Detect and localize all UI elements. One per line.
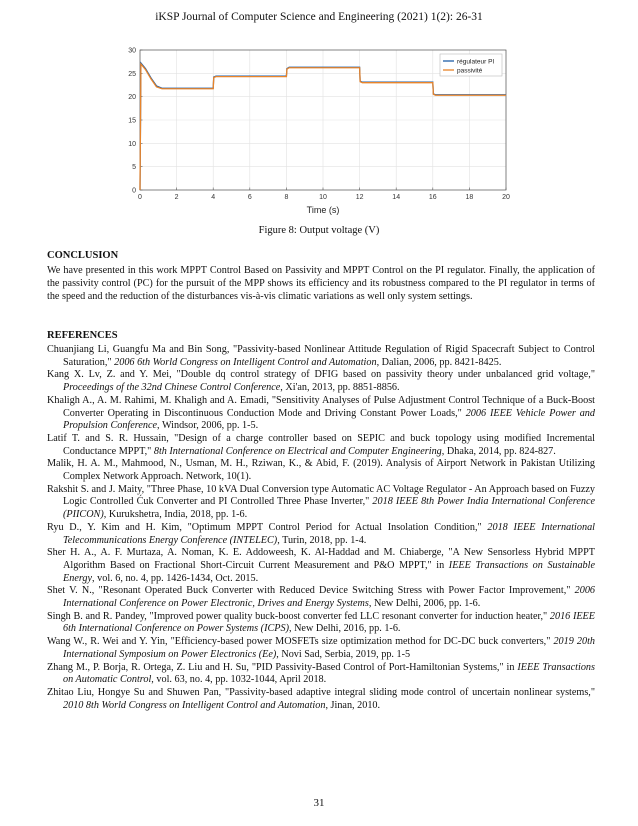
x-tick-label: 14: [392, 194, 401, 201]
reference-venue: 2018 IEEE International Telecommunications Energy Conference (INTELEC): [63, 521, 596, 546]
reference-text: Latif T. and S. R. Hussain, "Design of a charge controller based on SEPIC and buck topology using modified Incremental Conductance MPPT,": [47, 432, 595, 457]
reference-venue: 2010 8th World Congress on Intelligent Control and Automation: [63, 699, 326, 711]
reference-venue: 8th International Conference on Electrical and Computer Engineering: [153, 445, 442, 457]
reference-details: , vol. 6, no. 4, pp. 1426-1434, Oct. 2015.: [92, 572, 259, 584]
reference-text: Rakshit S. and J. Maity, "Three Phase, 10 kVA Dual Conversion type Automatic AC Voltage Regulator - An Approach based on Fuzzy Logic Controlled Ćuk Converter and PI Controlled Three Phase Inverter,": [47, 483, 595, 508]
reference-venue: Proceedings of the 32nd Chinese Control Conference: [63, 382, 281, 394]
x-tick-label: 12: [355, 194, 364, 201]
x-tick-label: 4: [211, 194, 216, 201]
reference-venue: IEEE Transactions on Automatic Control: [63, 661, 595, 686]
page-number: 31: [313, 797, 325, 809]
reference-details: , vol. 63, no. 4, pp. 1032-1044, April 2018.: [151, 674, 327, 686]
conclusion-heading: CONCLUSION: [47, 250, 119, 261]
x-tick-label: 18: [465, 194, 474, 201]
reference-details: , Jinan, 2010.: [325, 699, 381, 711]
reference-text: Khaligh A., A. M. Rahimi, M. Khaligh and A. Emadi, "Sensitivity Analyses of Pulse Adjustment Control Technique of a Buck-Boost Converter Operating in Discontinuous Conduction Mode and Driving Constant Power Loads,": [47, 394, 595, 419]
x-tick-label: 16: [428, 194, 437, 201]
reference-details: , Dhaka, 2014, pp. 824-827.: [441, 445, 556, 457]
y-tick-label: 15: [128, 117, 136, 125]
figure-caption: Figure 8: Output voltage (V): [258, 225, 380, 236]
reference-item: [47, 611, 595, 636]
reference-venue: 2019 20th International Symposium on Power Electronics (Ee): [63, 636, 595, 660]
x-tick-label: 8: [284, 194, 289, 201]
reference-details: , Novi Sad, Serbia, 2019, pp. 1-5: [276, 648, 411, 660]
reference-text: Shet V. N., "Resonant Operated Buck Converter with Reduced Device Switching Stress with Power Factor Improvement,": [47, 585, 575, 597]
y-tick-label: 5: [132, 164, 136, 172]
reference-text: Zhang M., P. Borja, R. Ortega, Z. Liu and H. Su, "PID Passivity-Based Control of Port-Hamiltonian Systems," in: [47, 661, 518, 673]
reference-details: , Windsor, 2006, pp. 1-5.: [157, 420, 259, 432]
reference-text: Wang W., R. Wei and Y. Yin, "Efficiency-based power MOSFETs size optimization method for DC-DC buck converters,": [47, 636, 554, 648]
x-tick-label: 2: [174, 194, 179, 201]
reference-text: Zhitao Liu, Hongye Su and Shuwen Pan, "Passivity-based adaptive integral sliding mode control of uncertain nonlinear systems,": [47, 686, 595, 698]
reference-venue: 2006 International Conference on Power Electronic, Drives and Energy Systems: [63, 585, 595, 610]
x-tick-label: 6: [247, 194, 252, 201]
output-voltage-chart: [118, 40, 518, 220]
reference-text: Singh B. and R. Pandey, "Improved power quality buck-boost converter fed LLC resonant converter for induction heater,": [47, 610, 550, 622]
reference-item: [47, 547, 595, 585]
reference-details: , Kurukshetra, India, 2018, pp. 1-6.: [103, 509, 248, 521]
reference-item: [47, 484, 595, 522]
reference-item: [47, 344, 595, 369]
reference-text: Malik, H. A. M., Mahmood, N., Usman, M. H., Rziwan, K., & Abid, F. (2019). Analysis of Airport Network in Pakistan Utilizing Complex Network Approach. Network, 10(1).: [47, 458, 595, 483]
reference-item: [47, 433, 595, 458]
reference-list: [47, 344, 595, 712]
references-heading: REFERENCES: [47, 330, 118, 341]
y-tick-label: 10: [128, 140, 136, 148]
reference-details: , New Delhi, 2016, pp. 1-6.: [288, 623, 401, 635]
reference-item: [47, 522, 595, 547]
y-tick-label: 0: [132, 187, 136, 195]
legend-label: passivité: [457, 67, 483, 75]
reference-details: , Xi'an, 2013, pp. 8851-8856.: [280, 382, 400, 394]
reference-venue: 2018 IEEE 8th Power India International Conference (PIICON): [63, 496, 595, 521]
y-tick-label: 30: [128, 47, 136, 55]
conclusion-body: We have presented in this work MPPT Control Based on Passivity and MPPT Control on the PI regulator. Finally, the application of the passivity control (PC) for the pursuit of the MPP shows its efficiency and its robustness compared to the PI regulator in terms of the speed and the reduction of the disturbances vis-à-vis climatic variations as well only system settings.: [47, 265, 595, 302]
reference-text: Sher H. A., A. F. Murtaza, A. Noman, K. E. Addoweesh, K. Al-Haddad and M. Chiaberge, "A New Sensorless Hybrid MPPT Algorithm Based on Fractional Short-Circuit Current Measurement and P&O MPPT," in: [47, 547, 595, 571]
reference-details: , Dalian, 2006, pp. 8421-8425.: [376, 356, 502, 368]
reference-venue: 2006 IEEE Vehicle Power and Propulsion Conference: [63, 407, 595, 432]
reference-text: Ryu D., Y. Kim and H. Kim, "Optimum MPPT Control Period for Actual Insolation Condition,": [47, 521, 488, 533]
reference-item: [47, 687, 595, 712]
reference-item: [47, 585, 595, 610]
x-tick-label: 0: [138, 194, 142, 201]
journal-header: iKSP Journal of Computer Science and Engineering (2021) 1(2): 26-31: [155, 11, 483, 23]
x-axis-label: Time (s): [306, 205, 340, 215]
reference-details: , New Delhi, 2006, pp. 1-6.: [368, 598, 481, 610]
reference-item: [47, 636, 595, 661]
y-tick-label: 25: [128, 70, 136, 78]
reference-text: Kang X. Lv, Z. and Y. Mei, "Double dq control strategy of DFIG based on passivity theory under unbalanced grid voltage,": [47, 369, 595, 381]
x-tick-label: 10: [319, 194, 327, 201]
reference-item: [47, 369, 595, 394]
reference-details: , Turin, 2018, pp. 1-4.: [277, 534, 367, 546]
legend-label: régulateur PI: [457, 58, 495, 66]
reference-venue: IEEE Transactions on Sustainable Energy: [63, 559, 596, 584]
y-tick-label: 20: [128, 94, 136, 102]
reference-venue: 2016 IEEE 6th International Conference on Power Systems (ICPS): [63, 610, 596, 635]
reference-item: [47, 458, 595, 483]
x-tick-label: 20: [502, 194, 510, 201]
reference-item: [47, 662, 595, 687]
reference-item: [47, 395, 595, 433]
reference-venue: 2006 6th World Congress on Intelligent Control and Automation: [114, 356, 377, 368]
reference-text: Chuanjiang Li, Guangfu Ma and Bin Song, "Passivity-based Nonlinear Attitude Regulation of Rigid Spacecraft Subject to Control Saturation,": [47, 344, 595, 368]
